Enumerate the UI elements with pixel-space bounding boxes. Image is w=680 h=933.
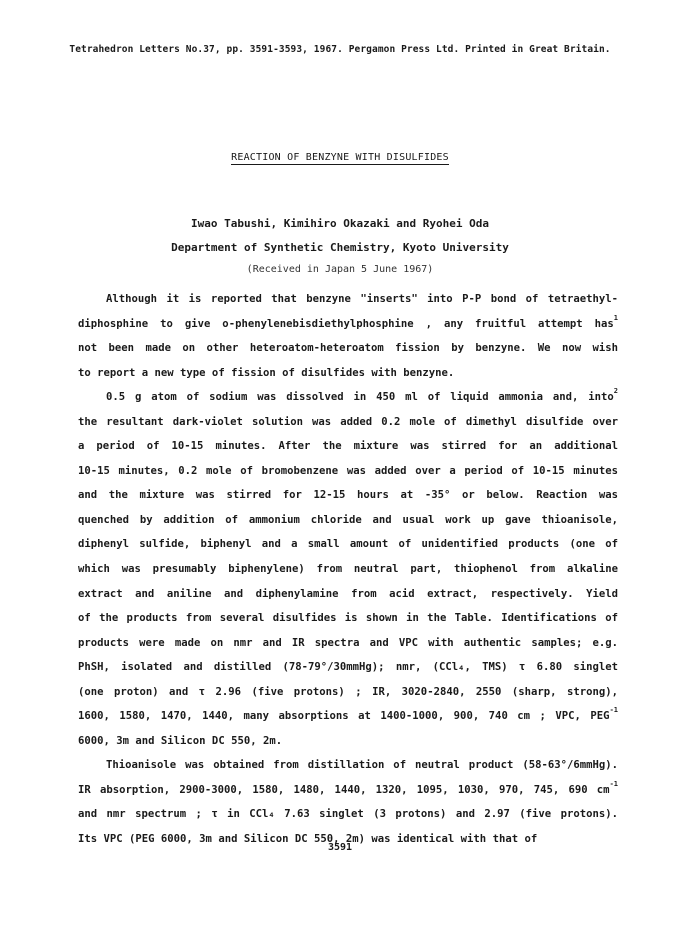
superscript-ref: 2 <box>613 387 618 396</box>
body-text <box>78 287 618 852</box>
text-line-content: Thioanisole was obtained from distillation of neutral product (58-63°/6mmHg). <box>106 759 618 772</box>
text-line-content: of the products from several disulfides is shown in the Table. Identifications of <box>78 612 618 625</box>
text-line-content: (one proton) and τ 2.96 (five protons) ; IR, 3020-2840, 2550 (sharp, strong), <box>78 685 618 698</box>
author-list: Iwao Tabushi, Kimihiro Okazaki and Ryohei Oda <box>190 217 489 230</box>
text-line-content: Its VPC (PEG 6000, 3m and Silicon DC 550, 2m) was identical with that of <box>78 833 538 846</box>
text-line <box>78 508 618 533</box>
superscript-ref: -1 <box>609 706 618 715</box>
text-line-content: Although it is reported that benzyne "inserts" into P-P bond of tetraethyl- <box>106 293 618 305</box>
superscript-ref: 1 <box>613 313 618 322</box>
text-line <box>78 459 618 484</box>
text-line-content: to report a new type of fission of disulfides with benzyne. <box>78 366 455 379</box>
text-line-content: extract and aniline and diphenylamine from acid extract, respectively. Yield <box>78 587 618 600</box>
text-line-content: 6000, 3m and Silicon DC 550, 2m. <box>78 734 283 747</box>
text-line-content: not been made on other heteroatom-heteroatom fission by benzyne. We now wish <box>78 342 618 355</box>
text-line-content: the resultant dark-violet solution was added 0.2 mole of dimethyl disulfide over <box>78 415 618 428</box>
text-line <box>78 385 618 410</box>
text-line <box>78 287 618 312</box>
text-line <box>78 312 618 337</box>
text-line <box>78 753 618 778</box>
text-line-content: products were made on nmr and IR spectra and VPC with authentic samples; e.g. <box>78 636 618 649</box>
text-line <box>78 483 618 508</box>
article-title <box>0 152 680 163</box>
text-line-content: 10-15 minutes, 0.2 mole of bromobenzene was added over a period of 10-15 minutes <box>78 464 618 477</box>
text-line-content: PhSH, isolated and distilled (78-79°/30mmHg); nmr, (CCl₄, TMS) τ 6.80 singlet <box>78 661 618 674</box>
text-line <box>78 631 618 656</box>
text-line <box>78 434 618 459</box>
article-title-text: REACTION OF BENZYNE WITH DISULFIDES <box>231 152 449 163</box>
text-line-content: diphenyl sulfide, biphenyl and a small amount of unidentified products (one of <box>78 538 618 551</box>
text-line <box>78 655 618 680</box>
text-line <box>78 557 618 582</box>
text-line <box>78 802 618 827</box>
text-line-content: and the mixture was stirred for 12-15 hours at -35° or below. Reaction was <box>78 489 618 502</box>
text-line-content: 0.5 g atom of sodium was dissolved in 450 ml of liquid ammonia and, into <box>106 391 614 404</box>
text-line <box>78 410 618 435</box>
text-line <box>78 680 618 705</box>
text-line <box>78 606 618 631</box>
running-head: Tetrahedron Letters No.37, pp. 3591-3593, 1967. Pergamon Press Ltd. Printed in Great Britain. <box>69 44 611 55</box>
text-line-content: which was presumably biphenylene) from neutral part, thiophenol from alkaline <box>78 563 618 576</box>
received-date: (Received in Japan 5 June 1967) <box>246 264 434 275</box>
text-line-content: diphosphine to give o-phenylenebisdiethylphosphine , any fruitful attempt has <box>78 317 614 330</box>
text-line-content: quenched by addition of ammonium chloride and usual work up gave thioanisole, <box>78 513 618 526</box>
text-line <box>78 361 618 386</box>
text-line <box>78 336 618 361</box>
text-line-content: 1600, 1580, 1470, 1440, many absorptions at 1400-1000, 900, 740 cm ; VPC, PEG <box>78 710 610 723</box>
text-line <box>78 778 618 803</box>
text-line-content: IR absorption, 2900-3000, 1580, 1480, 1440, 1320, 1095, 1030, 970, 745, 690 cm <box>78 783 610 796</box>
affiliation: Department of Synthetic Chemistry, Kyoto University <box>171 241 509 254</box>
text-line <box>78 582 618 607</box>
text-line-content: and nmr spectrum ; τ in CCl₄ 7.63 singlet (3 protons) and 2.97 (five protons). <box>78 808 618 821</box>
text-line <box>78 532 618 557</box>
text-line-content: a period of 10-15 minutes. After the mixture was stirred for an additional <box>78 440 618 453</box>
page-number: 3591 <box>327 842 353 853</box>
text-line <box>78 704 618 729</box>
superscript-ref: -1 <box>609 779 618 788</box>
text-line <box>78 729 618 754</box>
